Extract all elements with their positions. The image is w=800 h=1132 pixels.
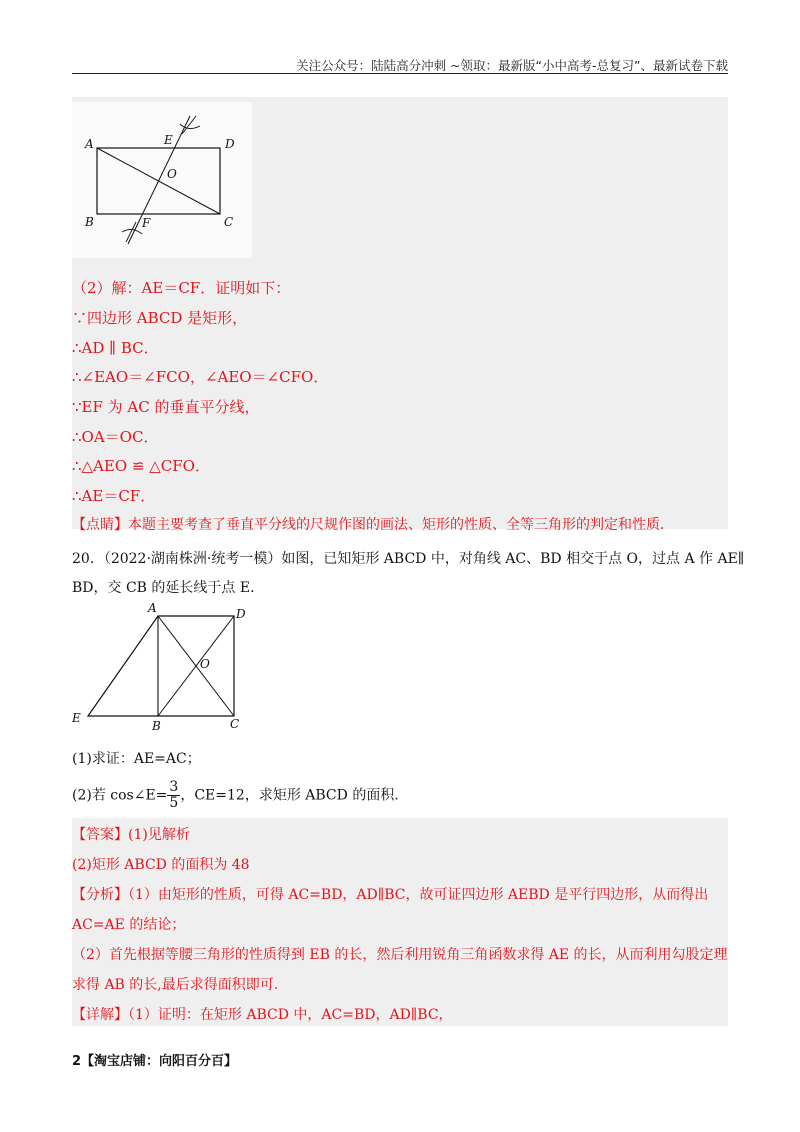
- fig2-label-d: D: [236, 607, 246, 621]
- fig2-label-c: C: [230, 717, 240, 731]
- fig1-label-c: C: [224, 215, 234, 229]
- fig1-label-d: D: [225, 137, 235, 151]
- fraction: [167, 780, 180, 811]
- fig1-label-f: F: [142, 216, 151, 230]
- fig1-label-o: O: [167, 167, 177, 181]
- analysis-line-4: 求得 AB 的长,最后求得面积即可.: [72, 977, 279, 993]
- analysis-line-2: AC=AE 的结论；: [72, 917, 186, 933]
- solution-line-8: ∴AE＝CF．: [72, 487, 156, 505]
- page-footer: 2【淘宝店铺：向阳百分百】: [72, 1054, 238, 1069]
- answer-line-2: (2)矩形 ABCD 的面积为 48: [72, 857, 250, 873]
- answer-line-1: 【答案】(1)见解析: [72, 827, 190, 843]
- solution-line-3: ∴AD ∥ BC．: [72, 339, 159, 357]
- question-1: (1)求证：AE=AC；: [72, 751, 201, 767]
- analysis-line-1: 【分析】（1）由矩形的性质，可得 AC=BD，AD∥BC，故可证四边形 AEBD 是平行四边形，从而得出: [72, 887, 709, 903]
- question-2: [72, 780, 408, 811]
- fig2-label-e: E: [72, 711, 81, 725]
- question-2-suffix: ，CE=12，求矩形 ABCD 的面积．: [180, 787, 409, 804]
- page-header: 关注公众号：陆陆高分冲刺 ~领取：最新版“小中高考-总复习”、最新试卷下载: [296, 58, 728, 73]
- fraction-denominator: 5: [169, 795, 179, 811]
- fig1-label-b: B: [85, 215, 94, 229]
- key-point-note: 【点睛】本题主要考查了垂直平分线的尺规作图的画法、矩形的性质、全等三角形的判定和性质．: [72, 517, 674, 533]
- fig2-label-a: A: [148, 601, 157, 615]
- fraction-numerator: 3: [169, 779, 179, 795]
- problem20-line-1: 20．（2022·湖南株洲·统考一模）如图，已知矩形 ABCD 中，对角线 AC、BD 相交于点 O，过点 A 作 AE∥: [72, 551, 745, 567]
- solution-line-5: ∵EF 为 AC 的垂直平分线，: [72, 398, 260, 416]
- detail-line-1: 【详解】（1）证明：在矩形 ABCD 中，AC=BD，AD∥BC，: [72, 1007, 453, 1023]
- header-rule: [72, 73, 728, 74]
- fig1-label-a: A: [85, 137, 94, 151]
- solution-line-2: ∵四边形 ABCD 是矩形，: [72, 309, 248, 327]
- figure-rectangle-parallelogram: [62, 598, 272, 740]
- solution-line-4: ∴∠EAO＝∠FCO，∠AEO＝∠CFO．: [72, 368, 329, 386]
- solution-line-1: （2）解：AE＝CF．证明如下：: [72, 279, 291, 297]
- fig2-label-b: B: [152, 719, 161, 733]
- fig2-label-o: O: [200, 657, 210, 671]
- problem20-line-2: BD，交 CB 的延长线于点 E．: [72, 580, 265, 596]
- fig1-label-e: E: [164, 133, 173, 147]
- question-2-prefix: (2)若 cos∠E=: [72, 787, 168, 804]
- analysis-line-3: （2）首先根据等腰三角形的性质得到 EB 的长，然后利用锐角三角函数求得 AE 的长，从而利用勾股定理: [72, 947, 728, 963]
- figure-rectangle-bisector: [72, 102, 252, 258]
- solution-line-6: ∴OA＝OC．: [72, 428, 159, 446]
- solution-line-7: ∴△AEO ≌ △CFO．: [72, 457, 210, 475]
